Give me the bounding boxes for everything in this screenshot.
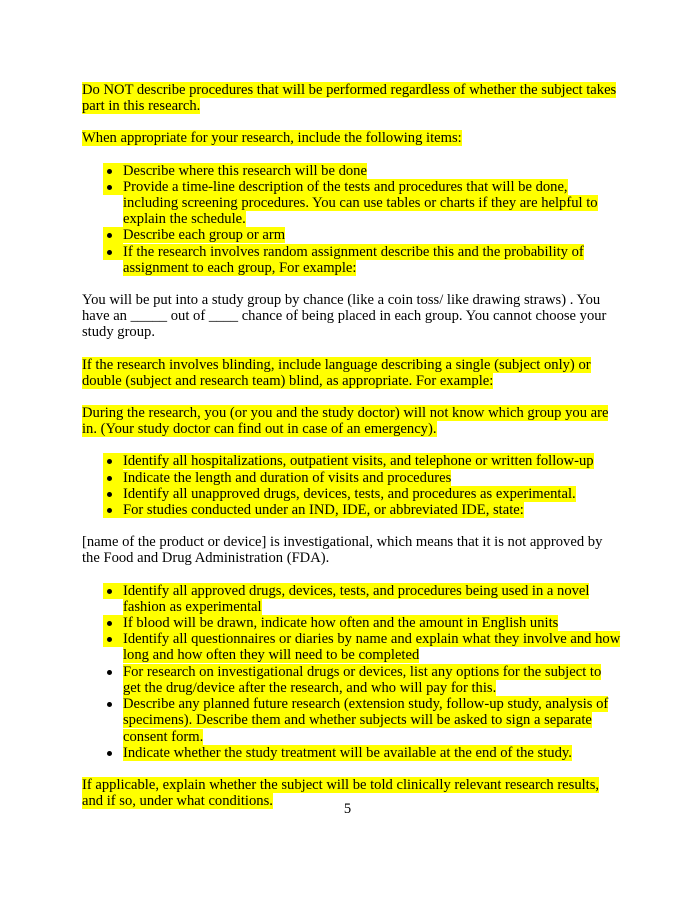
list-item-text: Indicate the length and duration of visits and procedures [123, 469, 452, 486]
list-item [82, 163, 622, 179]
bullet-list-drugs [82, 583, 622, 761]
bullet-icon [103, 179, 123, 195]
list-item-text: Identify all approved drugs, devices, tests, and procedures being used in a novel fashion as experimental [123, 582, 590, 615]
bullet-icon [103, 227, 123, 243]
bullet-list-visits [82, 453, 622, 518]
paragraph-when-appropriate [82, 130, 622, 146]
bullet-icon [103, 696, 123, 712]
highlighted-text: Do NOT describe procedures that will be performed regardless of whether the subject takes part in this research. [82, 82, 617, 115]
bullet-icon [103, 486, 123, 502]
list-item [82, 227, 622, 243]
list-item-text: If the research involves random assignment describe this and the probability of assignment to each group, For example: [123, 243, 584, 276]
paragraph-investigational: [name of the product or device] is investigational, which means that it is not approved by the Food and Drug Administration (FDA). [82, 534, 603, 567]
list-item [82, 470, 622, 486]
list-item [82, 453, 622, 469]
list-item [82, 615, 622, 631]
bullet-icon [103, 664, 123, 680]
list-item-text: Provide a time-line description of the tests and procedures that will be done, including screening procedures. You can use tables or charts if they are helpful to explain the schedule. [123, 178, 598, 228]
paragraph-during-research [82, 405, 622, 437]
bullet-icon [103, 244, 123, 260]
paragraph-do-not-describe [82, 82, 622, 114]
highlighted-text: If applicable, explain whether the subject will be told clinically relevant research results, and if so, under what conditions. [82, 776, 600, 810]
list-item [82, 583, 622, 615]
paragraph-study-group: You will be put into a study group by chance (like a coin toss/ like drawing straws) . You have an _____ out of ____ chance of being placed in each group. You cannot choose your study group. [82, 292, 607, 341]
page-number: 5 [343, 801, 352, 817]
list-item-text: If blood will be drawn, indicate how often and the amount in English units [123, 615, 559, 632]
bullet-list-items [82, 163, 622, 276]
document-page [82, 82, 622, 825]
list-item-text: Describe any planned future research (extension study, follow-up study, analysis of specimens). Describe them and whether subjects will be asked to sign a separate consent form. [123, 696, 609, 745]
list-item-text: Describe each group or arm [123, 227, 286, 244]
list-item [82, 179, 622, 228]
highlighted-text: When appropriate for your research, include the following items: [82, 130, 462, 147]
list-item [82, 502, 622, 518]
list-item-text: Identify all unapproved drugs, devices, tests, and procedures as experimental. [123, 485, 576, 502]
list-item-text: Identify all hospitalizations, outpatient visits, and telephone or written follow-up [123, 453, 594, 470]
list-item [82, 745, 622, 761]
bullet-icon [103, 583, 123, 599]
list-item-text: Identify all questionnaires or diaries by name and explain what they involve and how long and how often they will need to be completed [123, 631, 621, 664]
bullet-icon [103, 615, 123, 631]
paragraph-blinding [82, 357, 622, 389]
highlighted-text: If the research involves blinding, include language describing a single (subject only) or double (subject and research team) blind, as appropriate. For example: [82, 356, 591, 389]
highlighted-text: During the research, you (or you and the study doctor) will not know which group you are in. (Your study doctor can find out in case of an emergency). [82, 405, 609, 438]
bullet-icon [103, 631, 123, 647]
bullet-icon [103, 745, 123, 761]
list-item [82, 696, 622, 745]
list-item [82, 631, 622, 663]
list-item [82, 486, 622, 502]
list-item-text: For research on investigational drugs or devices, list any options for the subject to get the drug/device after the research, and who will pay for this. [123, 663, 602, 696]
list-item-text: For studies conducted under an IND, IDE, or abbreviated IDE, state: [123, 502, 524, 519]
list-item [82, 244, 622, 276]
bullet-icon [103, 453, 123, 469]
list-item [82, 664, 622, 696]
list-item-text: Describe where this research will be done [123, 162, 367, 179]
bullet-icon [103, 163, 123, 179]
bullet-icon [103, 502, 123, 518]
list-item-text: Indicate whether the study treatment will be available at the end of the study. [123, 744, 572, 761]
bullet-icon [103, 470, 123, 486]
